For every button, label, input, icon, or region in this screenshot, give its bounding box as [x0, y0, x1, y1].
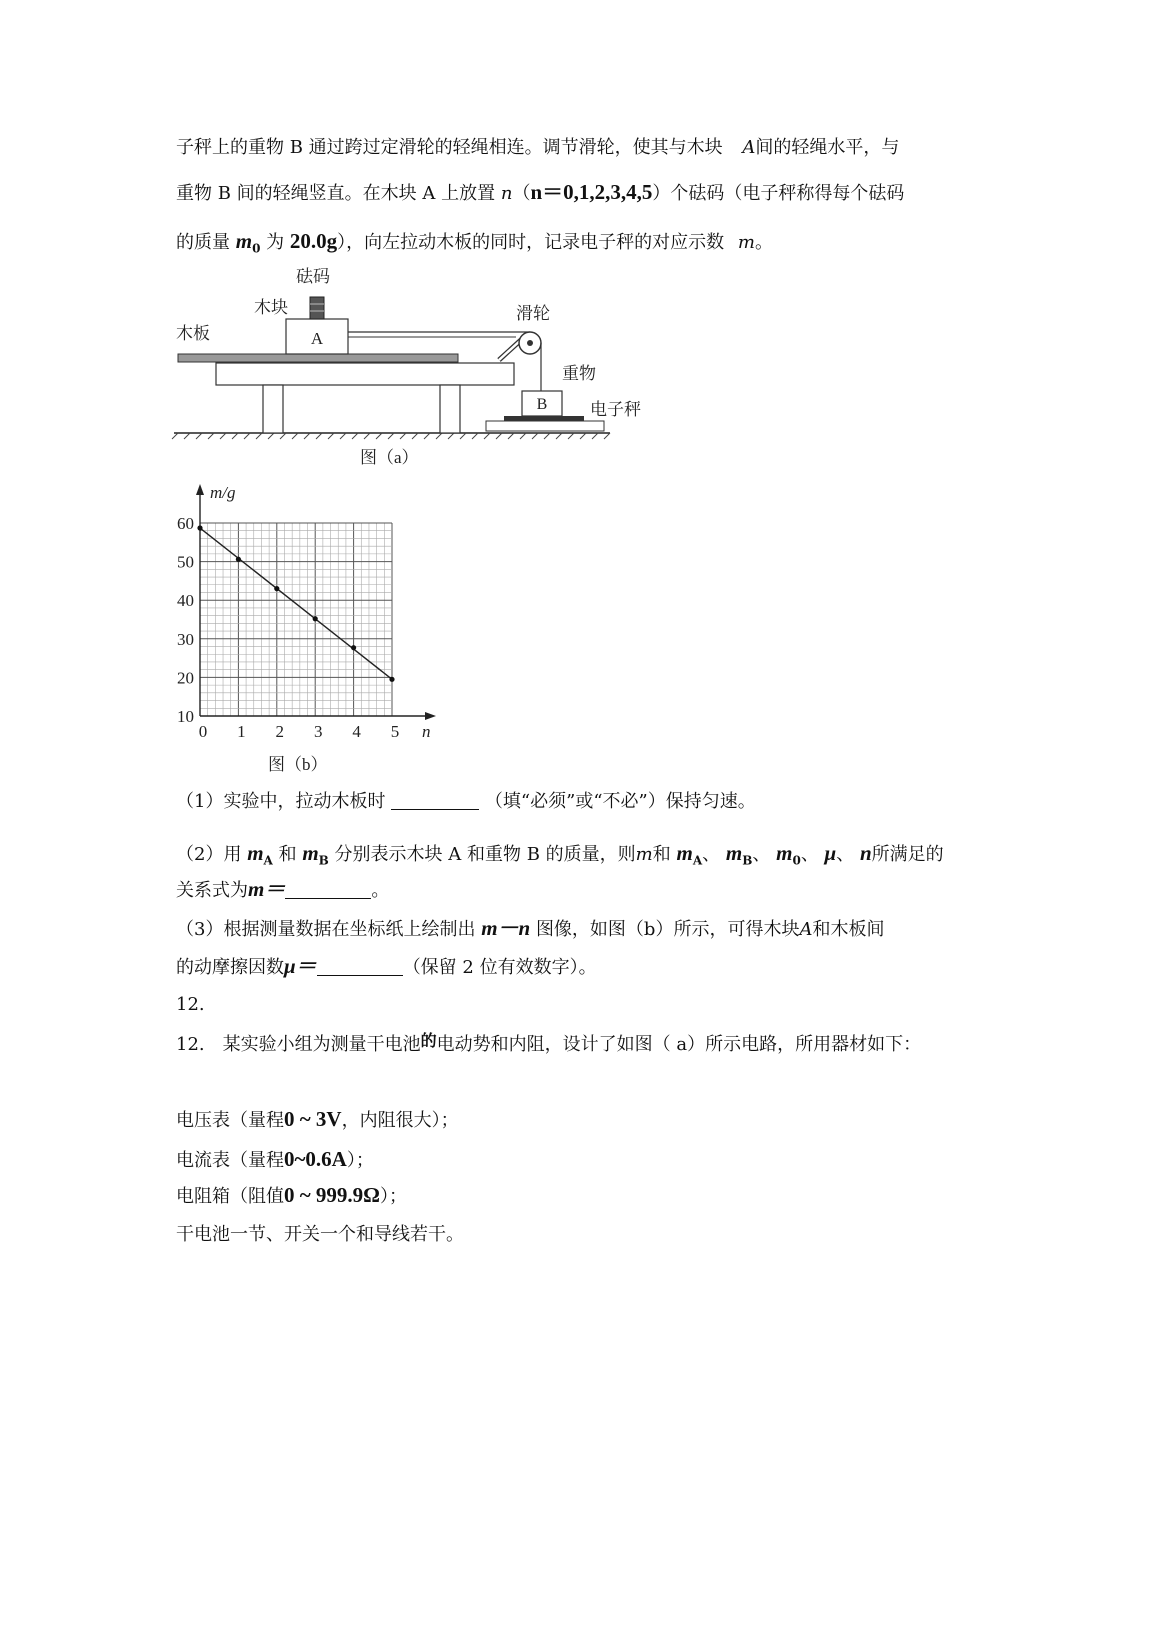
- intro-text-2-end: ）个砝码（电子秤称得每个砝码: [652, 183, 905, 204]
- wooden-board: [178, 354, 458, 362]
- list-mB-subscript: B: [742, 853, 753, 868]
- question-1: [176, 791, 756, 813]
- data-point: [389, 677, 394, 682]
- label-block: 木块: [254, 298, 288, 317]
- q2-text-d: 关系式为: [176, 880, 248, 901]
- block-a-letter: A: [310, 329, 324, 348]
- q2-text: （2）用: [176, 844, 242, 865]
- intro-text-1-end: 间的轻绳水平，与: [755, 137, 900, 158]
- period: 。: [754, 232, 773, 253]
- sep-1: 、: [702, 844, 721, 865]
- label-scale: 电子秤: [590, 400, 641, 419]
- list-mA-subscript: A: [692, 853, 703, 868]
- q3-var-A: A: [799, 919, 813, 940]
- voltmeter-text: 电压表（量程: [176, 1110, 284, 1131]
- data-point: [197, 525, 202, 530]
- q3-text-c: 和木板间: [812, 919, 885, 940]
- figure-a-caption: 图（a）: [360, 448, 419, 467]
- intro-text-3-end: ），向左拉动木板的同时，记录电子秤的对应示数: [337, 232, 725, 253]
- q3-text-d: 的动摩擦因数: [176, 957, 284, 978]
- question-3-line-2: [176, 955, 597, 979]
- q12-battery: 干电池一节、开关一个和导线若干。: [176, 1224, 464, 1245]
- list-mA-symbol: m: [676, 841, 693, 865]
- heavy-b-letter: B: [536, 396, 548, 413]
- intro-text-3: 的质量: [176, 232, 230, 253]
- mA-symbol: m: [247, 841, 264, 865]
- y-tick-label: 30: [177, 629, 194, 649]
- q12-number-line: 12.: [176, 994, 205, 1015]
- var-m: m: [737, 232, 755, 253]
- x-tick-label: 5: [390, 722, 400, 741]
- question-2-line-2: [176, 878, 389, 902]
- q12-stem: [176, 1030, 921, 1056]
- q3-text-e: （保留 2 位有效数字）。: [402, 957, 597, 978]
- table-leg-left: [263, 385, 283, 433]
- q3-text-b: 图像，如图（b）所示，可得木块: [535, 919, 800, 940]
- list-m0-symbol: m: [776, 841, 793, 865]
- x-tick-label: 1: [237, 722, 246, 741]
- x-tick-label: 0: [198, 722, 208, 741]
- q2-and-2: 和: [652, 844, 671, 865]
- q12-resistor-box: [176, 1184, 407, 1208]
- mB-symbol: m: [302, 841, 319, 865]
- table-top: [216, 363, 514, 385]
- x-tick-label: 3: [313, 722, 323, 741]
- m-n-expr: m－n: [481, 916, 531, 940]
- intro-line-2: [176, 181, 904, 205]
- data-point: [274, 586, 279, 591]
- m0-subscript: 0: [252, 241, 261, 256]
- q2-text-b: 分别表示木块 A 和重物 B 的质量，则: [334, 844, 636, 865]
- q1-text-end: （填“必须”或“不必”）保持匀速。: [484, 791, 756, 812]
- mass-value: 20.0g: [289, 229, 338, 253]
- mA-subscript: A: [263, 853, 273, 868]
- y-tick-label: 20: [177, 668, 194, 688]
- mB-subscript: B: [318, 853, 329, 868]
- intro-text-3b: 为: [266, 232, 285, 253]
- chart-grid: [200, 523, 392, 716]
- intro-line-1: [176, 137, 899, 159]
- q2-period: 。: [371, 880, 390, 901]
- y-tick-label: 10: [177, 707, 194, 726]
- y-tick-label: 40: [177, 591, 194, 611]
- resistor-range: 0 ~ 999.9Ω: [284, 1183, 380, 1207]
- q1-text: （1）实验中，拉动木板时: [176, 791, 386, 812]
- n-range-expr: n＝0,1,2,3,4,5: [530, 180, 653, 204]
- q2-text-c: 所满足的: [871, 844, 944, 865]
- chart-ticks: [177, 514, 399, 741]
- data-point: [313, 616, 318, 621]
- question-3-line-1: [176, 917, 884, 941]
- q12-stem-a: 12. 某实验小组为测量干电池: [176, 1034, 421, 1055]
- resistor-text: 电阻箱（阻值: [176, 1186, 284, 1207]
- q2-and: 和: [278, 844, 297, 865]
- var-A: A: [742, 137, 756, 158]
- figure-b-chart: [160, 478, 460, 784]
- table-leg-right: [440, 385, 460, 433]
- x-tick-label: 4: [352, 722, 361, 741]
- label-weight: 砝码: [296, 267, 330, 286]
- chart-y-label: m/g: [210, 483, 236, 502]
- electronic-scale: [504, 416, 584, 421]
- q2-answer-blank[interactable]: [285, 880, 371, 899]
- n-symbol: n: [859, 841, 872, 865]
- sep-4: 、: [836, 844, 855, 865]
- voltmeter-range: 0 ~ 3V: [284, 1107, 342, 1131]
- ammeter-text-end: ）；: [346, 1150, 374, 1171]
- chart-axes: [196, 484, 436, 720]
- intro-text-2: 重物 B 间的轻绳竖直。在木块 A 上放置: [176, 183, 496, 204]
- weight-icon: [310, 297, 324, 319]
- chart-x-label: n: [422, 722, 431, 741]
- list-mB-symbol: m: [725, 841, 743, 865]
- q2-m-equals: m＝: [248, 877, 286, 901]
- sep-2: 、: [752, 844, 771, 865]
- q12-stem-de: 的: [420, 1031, 437, 1050]
- sep-3: 、: [800, 844, 819, 865]
- q3-answer-blank[interactable]: [317, 957, 403, 976]
- q2-var-m: m: [635, 844, 653, 865]
- label-pulley: 滑轮: [516, 304, 550, 323]
- list-m0-subscript: 0: [792, 853, 801, 868]
- var-n: n: [500, 183, 513, 204]
- chart-marks: [197, 525, 394, 682]
- label-board: 木板: [176, 324, 210, 343]
- m0-symbol: m: [235, 229, 253, 253]
- q12-stem-b: 电动势和内阻，设计了如图（ a）所示电路，所用器材如下：: [436, 1034, 922, 1055]
- y-tick-label: 60: [177, 514, 194, 533]
- fit-line: [200, 528, 392, 679]
- q3-mu-equals: μ＝: [284, 954, 317, 978]
- q12-ammeter: [176, 1148, 374, 1172]
- mu-symbol: μ: [824, 841, 837, 865]
- q12-voltmeter: [176, 1108, 459, 1132]
- ammeter-range: 0~0.6A: [284, 1147, 347, 1171]
- resistor-text-end: ）；: [380, 1186, 407, 1207]
- data-point: [351, 645, 356, 650]
- question-2-line-1: [176, 842, 944, 872]
- ammeter-text: 电流表（量程: [176, 1150, 284, 1171]
- intro-text-1: 子秤上的重物 B 通过跨过定滑轮的轻绳相连。调节滑轮，使其与木块: [176, 137, 723, 158]
- data-point: [236, 557, 241, 562]
- figure-a-apparatus: [160, 255, 641, 480]
- voltmeter-text-end: ，内阻很大）；: [341, 1110, 459, 1131]
- figure-b-caption: 图（b）: [268, 755, 328, 774]
- x-tick-label: 2: [275, 722, 285, 741]
- q3-text: （3）根据测量数据在坐标纸上绘制出: [176, 919, 476, 940]
- y-tick-label: 50: [177, 552, 194, 572]
- paren-open: （: [512, 183, 531, 204]
- label-heavy: 重物: [562, 364, 596, 383]
- q1-answer-blank[interactable]: [391, 791, 479, 810]
